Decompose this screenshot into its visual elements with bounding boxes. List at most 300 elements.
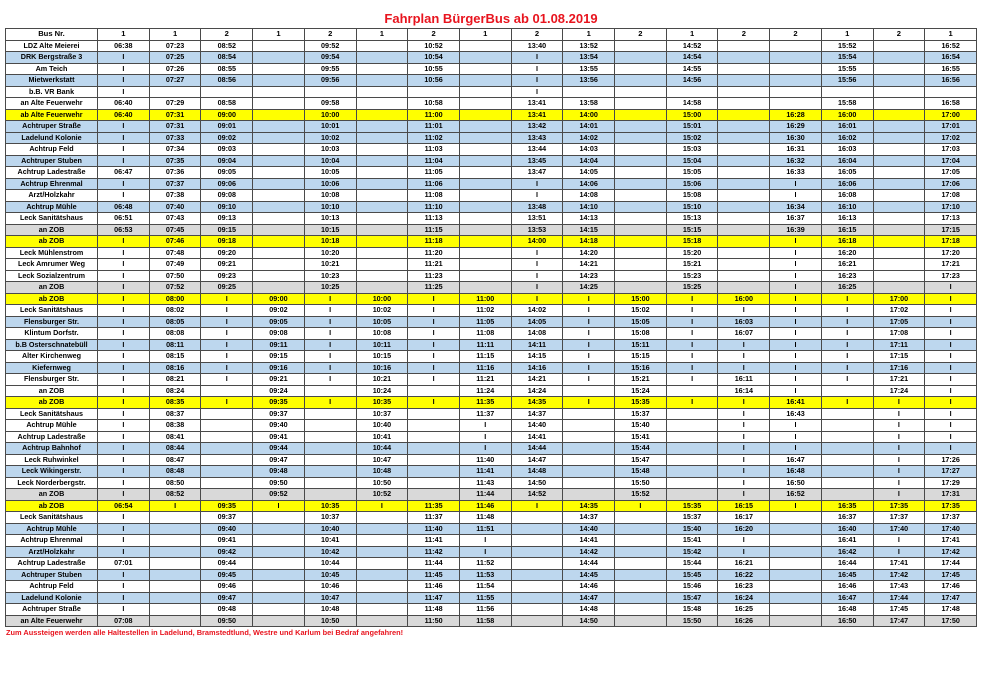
- time-cell: [666, 477, 718, 489]
- time-cell: [615, 52, 667, 64]
- bus-number-cell: 1: [98, 29, 150, 41]
- time-cell: 10:01: [304, 121, 356, 133]
- time-cell: [718, 98, 770, 110]
- time-cell: [253, 581, 305, 593]
- time-cell: I: [666, 316, 718, 328]
- time-cell: 16:00: [821, 109, 873, 121]
- time-cell: 11:02: [459, 305, 511, 317]
- time-cell: 14:02: [563, 132, 615, 144]
- time-cell: 10:48: [304, 604, 356, 616]
- time-cell: I: [511, 75, 563, 87]
- time-cell: I: [98, 305, 150, 317]
- time-cell: 11:08: [408, 190, 460, 202]
- time-cell: 15:41: [615, 431, 667, 443]
- time-cell: 14:04: [563, 155, 615, 167]
- time-cell: 10:52: [356, 489, 408, 501]
- time-cell: 14:20: [563, 247, 615, 259]
- time-cell: [511, 615, 563, 627]
- time-cell: [718, 213, 770, 225]
- time-cell: 08:11: [149, 339, 201, 351]
- time-cell: [356, 546, 408, 558]
- time-cell: 17:15: [925, 224, 977, 236]
- time-cell: [356, 615, 408, 627]
- bus-number-cell: 2: [770, 29, 822, 41]
- time-cell: 11:44: [408, 558, 460, 570]
- time-cell: I: [821, 351, 873, 363]
- time-cell: [615, 569, 667, 581]
- time-cell: 09:37: [201, 512, 253, 524]
- time-cell: 16:23: [821, 270, 873, 282]
- time-cell: [821, 454, 873, 466]
- time-cell: 14:23: [563, 270, 615, 282]
- bus-number-cell: 1: [253, 29, 305, 41]
- time-cell: I: [770, 259, 822, 271]
- time-cell: I: [821, 397, 873, 409]
- time-cell: 17:02: [873, 305, 925, 317]
- time-cell: I: [770, 190, 822, 202]
- time-cell: 09:08: [201, 190, 253, 202]
- time-cell: 16:48: [821, 604, 873, 616]
- time-cell: 07:38: [149, 190, 201, 202]
- time-cell: 16:26: [718, 615, 770, 627]
- time-cell: 17:00: [873, 293, 925, 305]
- time-cell: 07:25: [149, 52, 201, 64]
- time-cell: I: [563, 397, 615, 409]
- stop-name: Leck Sozialzentrum: [6, 270, 98, 282]
- time-cell: 16:10: [821, 201, 873, 213]
- time-cell: 15:21: [615, 374, 667, 386]
- stop-name: Achtrup Mühle: [6, 523, 98, 535]
- stop-name: LDZ Alte Meierei: [6, 40, 98, 52]
- time-cell: 15:52: [821, 40, 873, 52]
- time-cell: I: [98, 121, 150, 133]
- time-cell: 14:44: [511, 443, 563, 455]
- time-cell: I: [925, 431, 977, 443]
- time-cell: 07:43: [149, 213, 201, 225]
- time-cell: [873, 155, 925, 167]
- time-cell: 11:05: [459, 316, 511, 328]
- time-cell: 09:44: [253, 443, 305, 455]
- time-cell: [873, 167, 925, 179]
- time-cell: 17:18: [925, 236, 977, 248]
- table-row: [6, 328, 977, 340]
- time-cell: 09:06: [201, 178, 253, 190]
- time-cell: 16:05: [821, 167, 873, 179]
- table-row: [6, 86, 977, 98]
- time-cell: I: [821, 328, 873, 340]
- time-cell: 08:37: [149, 408, 201, 420]
- time-cell: 16:03: [821, 144, 873, 156]
- time-cell: [356, 523, 408, 535]
- time-cell: I: [98, 546, 150, 558]
- time-cell: [459, 144, 511, 156]
- time-cell: 10:46: [304, 581, 356, 593]
- time-cell: 14:37: [563, 512, 615, 524]
- time-cell: [873, 109, 925, 121]
- table-row: [6, 500, 977, 512]
- time-cell: I: [925, 293, 977, 305]
- time-cell: I: [821, 305, 873, 317]
- stop-name: Leck Mühlenstrom: [6, 247, 98, 259]
- time-cell: 15:23: [666, 270, 718, 282]
- time-cell: 13:40: [511, 40, 563, 52]
- time-cell: [253, 144, 305, 156]
- time-cell: 09:56: [304, 75, 356, 87]
- time-cell: [770, 75, 822, 87]
- time-cell: 08:02: [149, 305, 201, 317]
- time-cell: 09:02: [253, 305, 305, 317]
- time-cell: 14:18: [563, 236, 615, 248]
- time-cell: I: [925, 351, 977, 363]
- time-cell: I: [304, 362, 356, 374]
- time-cell: [253, 190, 305, 202]
- time-cell: 09:25: [201, 282, 253, 294]
- time-cell: 16:58: [925, 98, 977, 110]
- time-cell: [201, 431, 253, 443]
- time-cell: I: [459, 535, 511, 547]
- time-cell: I: [925, 385, 977, 397]
- time-cell: I: [98, 144, 150, 156]
- time-cell: I: [98, 190, 150, 202]
- time-cell: I: [770, 293, 822, 305]
- time-cell: I: [563, 362, 615, 374]
- time-cell: 10:15: [356, 351, 408, 363]
- time-cell: 10:41: [356, 431, 408, 443]
- table-row: [6, 52, 977, 64]
- time-cell: I: [98, 385, 150, 397]
- time-cell: [666, 454, 718, 466]
- time-cell: [459, 86, 511, 98]
- time-cell: 15:55: [821, 63, 873, 75]
- time-cell: [149, 86, 201, 98]
- time-cell: 10:56: [408, 75, 460, 87]
- time-cell: 16:20: [718, 523, 770, 535]
- time-cell: I: [511, 190, 563, 202]
- time-cell: 17:20: [925, 247, 977, 259]
- stop-name: Ladelund Kolonie: [6, 592, 98, 604]
- time-cell: 16:50: [770, 477, 822, 489]
- time-cell: 10:00: [356, 293, 408, 305]
- stop-name: Kiefernweg: [6, 362, 98, 374]
- time-cell: 15:18: [666, 236, 718, 248]
- time-cell: I: [408, 293, 460, 305]
- time-cell: [253, 236, 305, 248]
- time-cell: [563, 443, 615, 455]
- time-cell: 10:47: [356, 454, 408, 466]
- time-cell: 07:48: [149, 247, 201, 259]
- time-cell: 15:47: [615, 454, 667, 466]
- time-cell: 09:50: [201, 615, 253, 627]
- time-cell: [356, 52, 408, 64]
- time-cell: 14:01: [563, 121, 615, 133]
- time-cell: [253, 75, 305, 87]
- time-cell: I: [98, 328, 150, 340]
- time-cell: [356, 40, 408, 52]
- time-cell: 17:06: [925, 178, 977, 190]
- time-cell: [873, 63, 925, 75]
- time-cell: 14:35: [511, 397, 563, 409]
- time-cell: [821, 477, 873, 489]
- time-cell: 14:55: [666, 63, 718, 75]
- time-cell: [718, 132, 770, 144]
- time-cell: 16:52: [925, 40, 977, 52]
- time-cell: [821, 385, 873, 397]
- time-cell: 17:44: [873, 592, 925, 604]
- time-cell: [718, 86, 770, 98]
- time-cell: 10:48: [356, 466, 408, 478]
- time-cell: 16:29: [770, 121, 822, 133]
- time-cell: 10:06: [304, 178, 356, 190]
- time-cell: 15:44: [666, 558, 718, 570]
- time-cell: [356, 144, 408, 156]
- time-cell: [770, 546, 822, 558]
- time-cell: [459, 190, 511, 202]
- time-cell: 16:31: [770, 144, 822, 156]
- time-cell: 10:54: [408, 52, 460, 64]
- time-cell: I: [925, 397, 977, 409]
- time-cell: 09:48: [253, 466, 305, 478]
- time-cell: [718, 144, 770, 156]
- time-cell: 17:41: [873, 558, 925, 570]
- time-cell: I: [98, 63, 150, 75]
- table-row: [6, 144, 977, 156]
- time-cell: I: [98, 236, 150, 248]
- time-cell: [821, 408, 873, 420]
- time-cell: 14:41: [511, 431, 563, 443]
- time-cell: 08:48: [149, 466, 201, 478]
- time-cell: [563, 86, 615, 98]
- time-cell: [201, 477, 253, 489]
- time-cell: I: [718, 466, 770, 478]
- time-cell: 15:50: [615, 477, 667, 489]
- time-cell: 08:47: [149, 454, 201, 466]
- time-cell: 09:15: [253, 351, 305, 363]
- time-cell: 09:21: [201, 259, 253, 271]
- time-cell: 09:02: [201, 132, 253, 144]
- time-cell: [615, 512, 667, 524]
- time-cell: I: [511, 247, 563, 259]
- time-cell: [770, 604, 822, 616]
- time-cell: 16:04: [821, 155, 873, 167]
- time-cell: [201, 489, 253, 501]
- time-cell: 17:05: [873, 316, 925, 328]
- time-cell: 16:15: [821, 224, 873, 236]
- time-cell: I: [873, 454, 925, 466]
- time-cell: 11:54: [459, 581, 511, 593]
- time-cell: 09:15: [201, 224, 253, 236]
- time-cell: 14:24: [511, 385, 563, 397]
- stop-name: Flensburger Str.: [6, 374, 98, 386]
- time-cell: I: [563, 305, 615, 317]
- time-cell: 11:24: [459, 385, 511, 397]
- time-cell: 17:21: [873, 374, 925, 386]
- time-cell: 11:01: [408, 121, 460, 133]
- time-cell: [253, 224, 305, 236]
- time-cell: [304, 431, 356, 443]
- time-cell: [253, 512, 305, 524]
- time-cell: I: [98, 316, 150, 328]
- time-cell: [718, 155, 770, 167]
- time-cell: [666, 385, 718, 397]
- time-cell: I: [770, 420, 822, 432]
- time-cell: [408, 466, 460, 478]
- bus-number-cell: 2: [304, 29, 356, 41]
- time-cell: I: [201, 374, 253, 386]
- time-cell: I: [666, 305, 718, 317]
- time-cell: 13:47: [511, 167, 563, 179]
- time-cell: I: [925, 328, 977, 340]
- time-cell: 11:02: [408, 132, 460, 144]
- time-cell: 11:40: [408, 523, 460, 535]
- time-cell: 16:47: [821, 592, 873, 604]
- time-cell: I: [98, 351, 150, 363]
- time-cell: 14:21: [563, 259, 615, 271]
- time-cell: I: [459, 431, 511, 443]
- time-cell: [459, 167, 511, 179]
- time-cell: 11:56: [459, 604, 511, 616]
- table-row: [6, 40, 977, 52]
- time-cell: [718, 167, 770, 179]
- time-cell: 15:15: [666, 224, 718, 236]
- time-cell: 10:00: [304, 109, 356, 121]
- time-cell: 08:52: [149, 489, 201, 501]
- time-cell: I: [459, 546, 511, 558]
- time-cell: [511, 558, 563, 570]
- time-cell: [253, 109, 305, 121]
- time-cell: [615, 40, 667, 52]
- time-cell: 17:16: [873, 362, 925, 374]
- time-cell: 13:48: [511, 201, 563, 213]
- time-cell: 11:15: [408, 224, 460, 236]
- time-cell: 08:00: [149, 293, 201, 305]
- time-cell: I: [304, 293, 356, 305]
- time-cell: 14:37: [511, 408, 563, 420]
- time-cell: 14:41: [563, 535, 615, 547]
- time-cell: 15:46: [666, 581, 718, 593]
- time-cell: 10:20: [304, 247, 356, 259]
- time-cell: I: [873, 431, 925, 443]
- time-cell: I: [873, 397, 925, 409]
- time-cell: [511, 604, 563, 616]
- time-cell: I: [770, 328, 822, 340]
- time-cell: I: [98, 293, 150, 305]
- timetable-body: [6, 29, 977, 627]
- time-cell: I: [770, 339, 822, 351]
- table-row: [6, 546, 977, 558]
- time-cell: [511, 581, 563, 593]
- time-cell: 08:50: [149, 477, 201, 489]
- time-cell: 16:55: [925, 63, 977, 75]
- time-cell: 09:58: [304, 98, 356, 110]
- time-cell: 14:08: [511, 328, 563, 340]
- time-cell: I: [511, 293, 563, 305]
- time-cell: [563, 489, 615, 501]
- time-cell: I: [98, 362, 150, 374]
- time-cell: [615, 270, 667, 282]
- time-cell: 15:21: [666, 259, 718, 271]
- time-cell: [149, 592, 201, 604]
- time-cell: 10:40: [356, 420, 408, 432]
- time-cell: [511, 535, 563, 547]
- stop-name: Leck Sanitätshaus: [6, 512, 98, 524]
- time-cell: [718, 190, 770, 202]
- time-cell: 17:01: [925, 121, 977, 133]
- time-cell: [253, 40, 305, 52]
- time-cell: [356, 86, 408, 98]
- time-cell: 15:40: [666, 523, 718, 535]
- time-cell: [770, 86, 822, 98]
- time-cell: I: [821, 339, 873, 351]
- time-cell: 17:35: [873, 500, 925, 512]
- time-cell: [666, 431, 718, 443]
- time-cell: [356, 247, 408, 259]
- time-cell: I: [718, 362, 770, 374]
- time-cell: 17:48: [925, 604, 977, 616]
- time-cell: I: [873, 408, 925, 420]
- stop-name: Arzt/Holzkahr: [6, 546, 98, 558]
- time-cell: [770, 523, 822, 535]
- time-cell: I: [304, 305, 356, 317]
- time-cell: 15:05: [666, 167, 718, 179]
- time-cell: 17:42: [873, 569, 925, 581]
- time-cell: [511, 512, 563, 524]
- time-cell: 16:03: [718, 316, 770, 328]
- time-cell: [718, 201, 770, 213]
- time-cell: [253, 270, 305, 282]
- time-cell: I: [718, 397, 770, 409]
- time-cell: 13:53: [511, 224, 563, 236]
- time-cell: [356, 63, 408, 75]
- time-cell: [149, 523, 201, 535]
- time-cell: I: [511, 63, 563, 75]
- time-cell: 09:23: [201, 270, 253, 282]
- time-cell: 10:02: [304, 132, 356, 144]
- time-cell: I: [770, 178, 822, 190]
- stop-name: Mietwerkstatt: [6, 75, 98, 87]
- time-cell: [615, 615, 667, 627]
- time-cell: I: [201, 316, 253, 328]
- time-cell: I: [770, 236, 822, 248]
- time-cell: 13:52: [563, 40, 615, 52]
- time-cell: 09:00: [253, 293, 305, 305]
- time-cell: [356, 75, 408, 87]
- bus-number-cell: 2: [615, 29, 667, 41]
- time-cell: I: [873, 466, 925, 478]
- time-cell: 16:17: [718, 512, 770, 524]
- time-cell: 15:54: [821, 52, 873, 64]
- time-cell: [615, 247, 667, 259]
- time-cell: 15:02: [615, 305, 667, 317]
- bus-number-cell: 1: [821, 29, 873, 41]
- time-cell: I: [98, 132, 150, 144]
- time-cell: [253, 592, 305, 604]
- time-cell: [253, 167, 305, 179]
- time-cell: 11:37: [459, 408, 511, 420]
- time-cell: [408, 420, 460, 432]
- time-cell: I: [563, 293, 615, 305]
- time-cell: 16:47: [770, 454, 822, 466]
- time-cell: 07:31: [149, 121, 201, 133]
- time-cell: 14:40: [563, 523, 615, 535]
- time-cell: I: [770, 443, 822, 455]
- time-cell: 16:14: [718, 385, 770, 397]
- bus-number-cell: 1: [149, 29, 201, 41]
- time-cell: 15:05: [615, 316, 667, 328]
- time-cell: [459, 270, 511, 282]
- stop-name: b.B. VR Bank: [6, 86, 98, 98]
- time-cell: 14:42: [563, 546, 615, 558]
- stop-name: Achtruper Stuben: [6, 155, 98, 167]
